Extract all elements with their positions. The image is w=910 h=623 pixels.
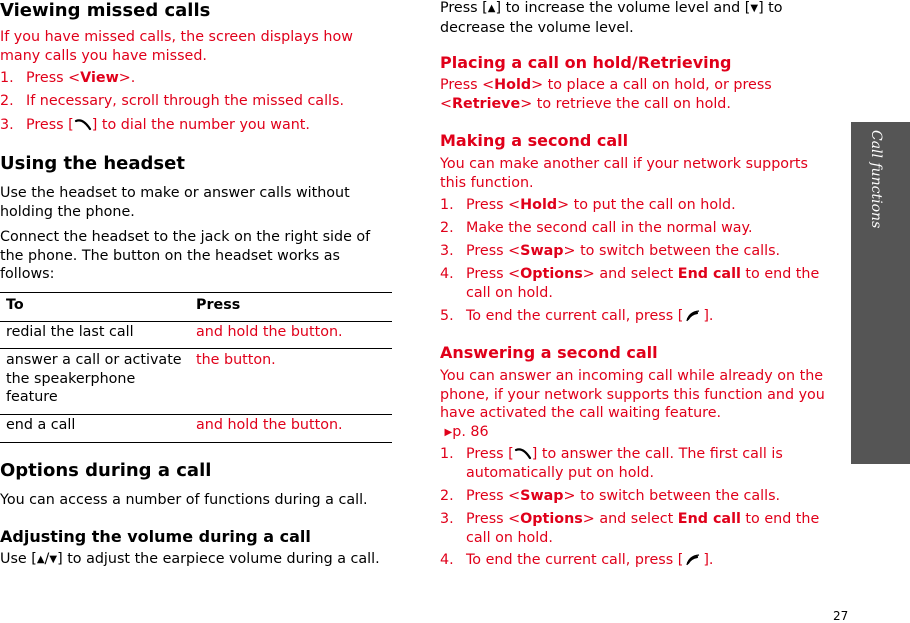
second-step-4: 4. Press <Options> and select End call to end the call on hold. (440, 266, 820, 301)
missed-calls-intro: If you have missed calls, the screen displays how many calls you have missed. (0, 29, 353, 64)
page-reference: p. 86 (452, 423, 489, 440)
subsection-title-answer-second: Answering a second call (440, 343, 658, 362)
volume-up-icon: ▲ (36, 554, 45, 565)
headset-paragraph-2: Connect the headset to the jack on the right side of the phone. The button on the headset works as follows: (0, 229, 371, 282)
table-cell: end a call (6, 417, 76, 433)
answer-step-3: 3. Press <Options> and select End call to end the call on hold. (440, 511, 820, 546)
table-cell: redial the last call (6, 324, 134, 340)
page-number: 27 (833, 609, 849, 623)
table-rule (0, 348, 392, 349)
volume-continued-paragraph: Press [▲] to increase the volume level and [▼] to decrease the volume level. (440, 0, 783, 36)
end-call-key-icon (683, 309, 703, 323)
missed-step-3: 3. Press [ ] to dial the number you want. (0, 117, 310, 133)
table-cell: answer a call or activate the speakerphone feature (6, 352, 182, 405)
volume-down-icon: ▼ (49, 554, 58, 565)
volume-down-icon: ▼ (750, 3, 759, 14)
page-reference-arrow-icon: ▶ (444, 426, 453, 438)
table-rule (0, 442, 392, 443)
answer-step-4: 4. To end the current call, press [ ]. (440, 552, 714, 568)
table-cell: and hold the button. (196, 417, 343, 433)
call-key-icon (74, 118, 92, 132)
volume-up-icon: ▲ (487, 3, 496, 14)
answer-step-2: 2. Press <Swap> to switch between the calls. (440, 488, 781, 504)
options-paragraph: You can access a number of functions during a call. (0, 492, 368, 508)
table-header-press: Press (196, 297, 241, 313)
table-cell: and hold the button. (196, 324, 343, 340)
missed-step-1: 1. Press <View>. (0, 70, 136, 86)
second-call-intro: You can make another call if your network supports this function. (440, 156, 808, 191)
subsection-title-volume: Adjusting the volume during a call (0, 527, 311, 546)
section-title-headset: Using the headset (0, 153, 185, 174)
volume-paragraph: Use [▲/▼] to adjust the earpiece volume during a call. (0, 550, 380, 570)
section-title-missed-calls: Viewing missed calls (0, 0, 211, 21)
table-cell: the button. (196, 352, 276, 368)
table-rule (0, 414, 392, 415)
table-rule (0, 292, 392, 293)
table-header-to: To (6, 297, 24, 313)
second-step-2: 2. Make the second call in the normal way. (440, 220, 753, 236)
answer-step-1: 1. Press [ ] to answer the call. The first call is automatically put on hold. (440, 446, 783, 481)
table-rule (0, 321, 392, 322)
missed-step-2: 2. If necessary, scroll through the missed calls. (0, 93, 345, 109)
answer-second-intro: You can answer an incoming call while already on the phone, if your network supports this function and you have activated the call waiting feature. ▶p. 86 (440, 367, 825, 442)
second-step-1: 1. Press <Hold> to put the call on hold. (440, 197, 736, 213)
headset-table (0, 292, 392, 444)
subsection-title-second-call: Making a second call (440, 131, 629, 150)
second-step-5: 5. To end the current call, press [ ]. (440, 308, 714, 324)
call-key-icon (514, 447, 532, 461)
second-step-3: 3. Press <Swap> to switch between the calls. (440, 243, 781, 259)
end-call-key-icon (683, 553, 703, 567)
headset-paragraph-1: Use the headset to make or answer calls without holding the phone. (0, 185, 350, 220)
hold-paragraph: Press <Hold> to place a call on hold, or press <Retrieve> to retrieve the call on hold. (440, 77, 772, 112)
subsection-title-hold: Placing a call on hold/Retrieving (440, 53, 732, 72)
section-title-options: Options during a call (0, 460, 212, 481)
chapter-tab-label: Call functions (868, 130, 884, 229)
